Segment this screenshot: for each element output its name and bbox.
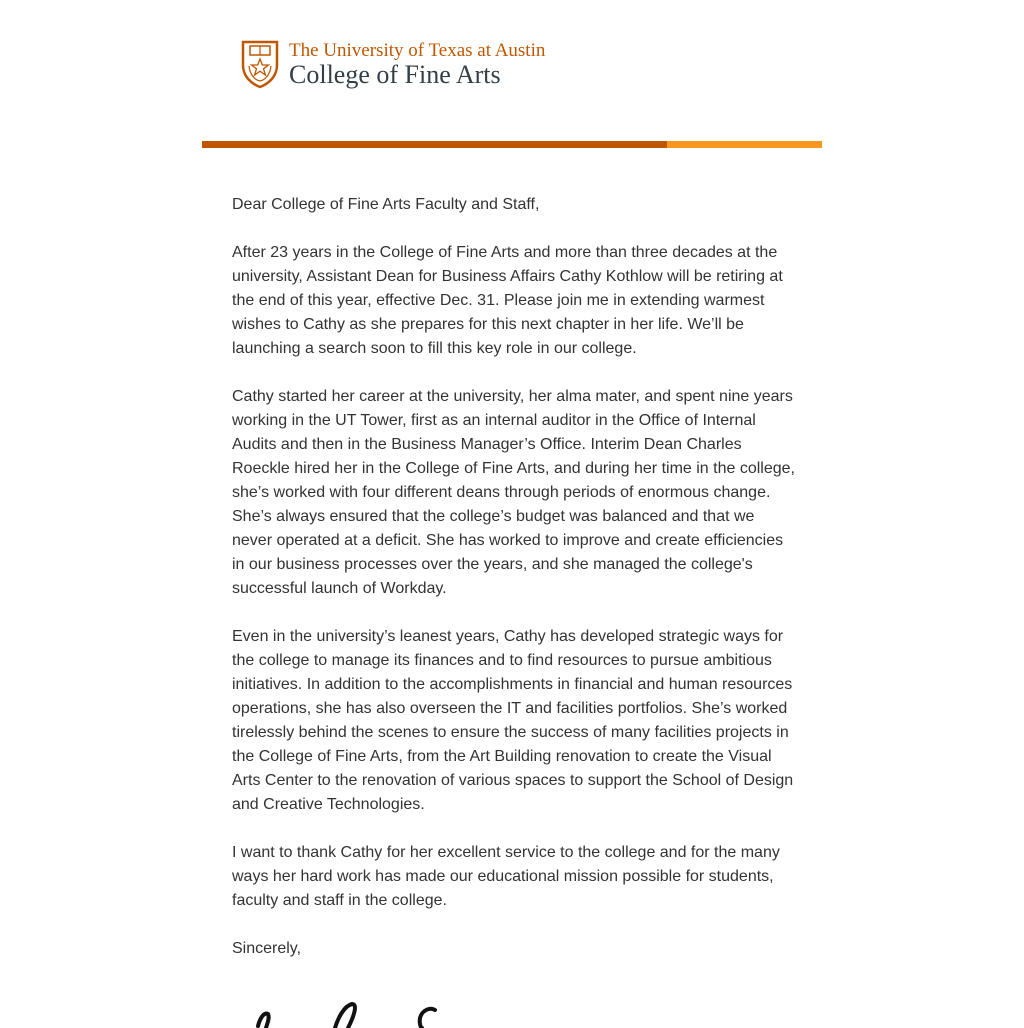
ut-shield-icon — [240, 39, 280, 89]
college-logo — [240, 39, 545, 89]
logo-college-name: College of Fine Arts — [289, 60, 501, 89]
paragraph: Even in the university’s leanest years, Cathy has developed strategic ways for the college to manage its finances and to find resources to pursue ambitious initiatives. In addition to the accomplishments in financial and human resources operations, she has also overseen the IT and facilities portfolios. She’s worked tirelessly behind the scenes to ensure the success of many facilities projects in the College of Fine Arts, from the Art Building renovation to create the Visual Arts Center to the renovation of various spaces to support the School of Design and Creative Technologies. — [232, 628, 794, 813]
letter-body — [232, 193, 797, 985]
header-divider-secondary — [667, 141, 822, 148]
paragraph: Cathy started her career at the university, her alma mater, and spent nine years working in the UT Tower, first as an internal auditor in the Office of Internal Audits and then in the Business Manager’s Office. Interim Dean Charles Roeckle hired her in the College of Fine Arts, and during her time in the college, she’s worked with four different deans through periods of enormous change. She’s always ensured that the college’s budget was balanced and that we never operated at a deficit. She has worked to improve and create efficiencies in our business processes over the years, and she managed the college's successful launch of Workday. — [232, 388, 795, 597]
logo-university-name: The University of Texas at Austin — [289, 40, 546, 61]
header-divider-primary — [202, 141, 667, 148]
paragraph: I want to thank Cathy for her excellent service to the college and for the many ways her hard work has made our educational mission possible for students, faculty and staff in the college. — [232, 844, 780, 909]
salutation: Dear College of Fine Arts Faculty and Staff, — [232, 196, 540, 213]
paragraph: After 23 years in the College of Fine Arts and more than three decades at the university, Assistant Dean for Business Affairs Cathy Kothlow will be retiring at the end of this year, effective Dec. 31. Please join me in extending warmest wishes to Cathy as she prepares for this next chapter in her life. We’ll be launching a search soon to fill this key role in our college. — [232, 244, 783, 357]
closing: Sincerely, — [232, 940, 302, 957]
